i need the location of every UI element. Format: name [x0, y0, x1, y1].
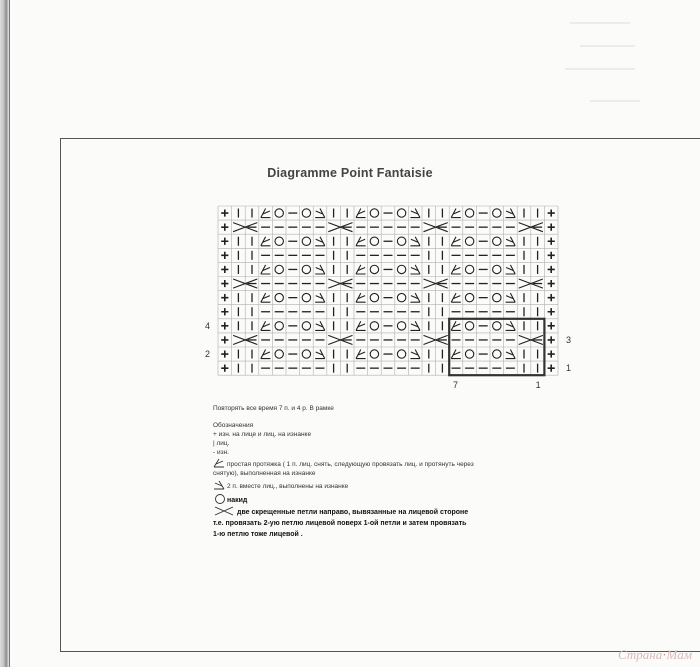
- stitch-yarn-over: [397, 209, 405, 217]
- stitch-skpo: [451, 237, 461, 246]
- stitch-skpo: [356, 209, 366, 218]
- stitch-yarn-over: [275, 209, 283, 217]
- watermark-dot: ·: [662, 647, 667, 662]
- stitch-purl-knit: [548, 350, 555, 357]
- stitch-k2tog: [506, 265, 516, 274]
- stitch-purl-knit: [221, 280, 228, 287]
- stitch-k2tog: [315, 209, 325, 218]
- stitch-skpo: [356, 321, 366, 330]
- stitch-k2tog: [410, 237, 420, 246]
- stitch-purl-knit: [221, 322, 228, 329]
- stitch-yarn-over: [275, 322, 283, 330]
- legend-item-purl-knit: + изн. на лице и лиц. на изнанке: [213, 431, 312, 438]
- row-label-2: 2: [205, 349, 211, 360]
- stitch-purl-knit: [221, 266, 228, 273]
- stitch-k2tog: [315, 293, 325, 302]
- stitch-yarn-over: [302, 293, 310, 301]
- stitch-yarn-over: [370, 209, 378, 217]
- stitch-k2tog: [410, 293, 420, 302]
- stitch-purl-knit: [548, 336, 555, 343]
- stitch-yarn-over: [397, 265, 405, 273]
- stitch-yarn-over: [493, 265, 501, 273]
- stitch-yarn-over: [493, 237, 501, 245]
- stitch-yarn-over: [493, 293, 501, 301]
- legend-item-skpo-1: простая протяжка ( 1 п. лиц. снять, следующую провязать лиц. и протянуть через: [227, 461, 474, 468]
- stitch-yarn-over: [493, 350, 501, 358]
- stitch-k2tog: [410, 350, 420, 359]
- legend-heading: Обозначения: [213, 422, 254, 429]
- stitch-yarn-over: [302, 322, 310, 330]
- stitch-purl-knit: [221, 336, 228, 343]
- stitch-yarn-over: [370, 322, 378, 330]
- stitch-purl-knit: [548, 308, 555, 315]
- stitch-purl-knit: [548, 365, 555, 372]
- stitch-k2tog: [506, 350, 516, 359]
- stitch-purl-knit: [221, 308, 228, 315]
- row-label-3: 3: [566, 334, 572, 345]
- stitch-skpo: [261, 321, 271, 330]
- stitch-purl-knit: [548, 294, 555, 301]
- stitch-yarn-over: [370, 265, 378, 273]
- stitch-k2tog: [506, 209, 516, 218]
- stitch-purl-knit: [221, 365, 228, 372]
- stitch-yarn-over: [397, 350, 405, 358]
- col-label-1: 1: [535, 380, 541, 391]
- stitch-k2tog: [315, 265, 325, 274]
- repeat-note: Повторять все время 7 п. и 4 р. В рамке: [213, 405, 334, 412]
- stitch-yarn-over: [465, 322, 473, 330]
- watermark: [618, 647, 692, 663]
- stitch-k2tog: [506, 293, 516, 302]
- watermark-suffix: Мам: [666, 647, 692, 662]
- stitch-skpo: [356, 265, 366, 274]
- cross-symbol-icon: [213, 506, 235, 516]
- stitch-purl-knit: [548, 224, 555, 231]
- stitch-yarn-over: [275, 293, 283, 301]
- stitch-skpo: [356, 293, 366, 302]
- stitch-purl-knit: [221, 224, 228, 231]
- diagram-title: Diagramme Point Fantaisie: [267, 166, 433, 180]
- stitch-purl-knit: [221, 209, 228, 216]
- stitch-yarn-over: [275, 350, 283, 358]
- legend-item-k2tog: 2 п. вместе лиц., выполнены на изнанке: [227, 483, 349, 490]
- stitch-yarn-over: [275, 265, 283, 273]
- stitch-purl-knit: [548, 280, 555, 287]
- stitch-purl-knit: [221, 350, 228, 357]
- stitch-skpo: [356, 237, 366, 246]
- stitch-skpo: [261, 237, 271, 246]
- col-label-7: 7: [453, 380, 459, 391]
- stitch-yarn-over: [493, 322, 501, 330]
- stitch-yarn-over: [397, 237, 405, 245]
- watermark-prefix: Страна: [618, 647, 663, 662]
- stitch-purl-knit: [548, 266, 555, 273]
- stitch-skpo: [261, 350, 271, 359]
- stitch-skpo: [451, 321, 461, 330]
- stitch-yarn-over: [370, 293, 378, 301]
- skpo-symbol-icon: [213, 458, 225, 468]
- stitch-skpo: [451, 293, 461, 302]
- stitch-yarn-over: [370, 350, 378, 358]
- stitch-yarn-over: [302, 265, 310, 273]
- row-label-4: 4: [205, 320, 211, 331]
- stitch-purl-knit: [548, 252, 555, 259]
- stitch-yarn-over: [397, 322, 405, 330]
- stitch-k2tog: [506, 237, 516, 246]
- stitch-purl-knit: [221, 252, 228, 259]
- row-label-1: 1: [566, 363, 572, 374]
- legend-item-skpo-2: снятую), выполненная на изнанке: [213, 470, 316, 477]
- k2tog-symbol-icon: [213, 480, 225, 490]
- knitting-chart: [195, 200, 595, 400]
- stitch-yarn-over: [370, 237, 378, 245]
- stitch-yarn-over: [275, 237, 283, 245]
- page-shadow: [0, 0, 9, 667]
- stitch-k2tog: [315, 321, 325, 330]
- stitch-k2tog: [410, 321, 420, 330]
- legend-item-cross-2: т.е. провязать 2-ую петлю лицевой поверх 1-ой петли и затем провязать: [213, 520, 467, 527]
- stitch-skpo: [261, 293, 271, 302]
- stitch-skpo: [451, 265, 461, 274]
- stitch-skpo: [451, 209, 461, 218]
- stitch-yarn-over: [302, 237, 310, 245]
- stitch-purl-knit: [221, 238, 228, 245]
- stitch-skpo: [451, 350, 461, 359]
- stitch-purl-knit: [548, 209, 555, 216]
- stitch-k2tog: [315, 350, 325, 359]
- stitch-yarn-over: [465, 209, 473, 217]
- legend-item-knit: | лиц.: [213, 440, 230, 447]
- stitch-skpo: [356, 350, 366, 359]
- stitch-skpo: [261, 265, 271, 274]
- stitch-yarn-over: [302, 350, 310, 358]
- stitch-purl-knit: [221, 294, 228, 301]
- stitch-purl-knit: [548, 322, 555, 329]
- book-spine-line: [9, 0, 10, 667]
- stitch-skpo: [261, 209, 271, 218]
- stitch-k2tog: [410, 209, 420, 218]
- stitch-yarn-over: [493, 209, 501, 217]
- stitch-k2tog: [410, 265, 420, 274]
- stitch-yarn-over: [302, 209, 310, 217]
- legend-item-cross-1: две скрещенные петли направо, вывязанные на лицевой стороне: [237, 509, 469, 516]
- stitch-yarn-over: [397, 293, 405, 301]
- legend-item-purl: - изн.: [213, 449, 229, 456]
- stitch-k2tog: [506, 321, 516, 330]
- stitch-yarn-over: [465, 350, 473, 358]
- legend-item-yo: накид: [227, 497, 248, 504]
- bleed-through-text: [550, 0, 700, 130]
- yarn-over-icon: [214, 493, 226, 505]
- stitch-yarn-over: [465, 293, 473, 301]
- legend-item-cross-3: 1-ю петлю тоже лицевой .: [213, 531, 303, 538]
- stitch-purl-knit: [548, 238, 555, 245]
- stitch-yarn-over: [465, 265, 473, 273]
- stitch-k2tog: [315, 237, 325, 246]
- stitch-yarn-over: [465, 237, 473, 245]
